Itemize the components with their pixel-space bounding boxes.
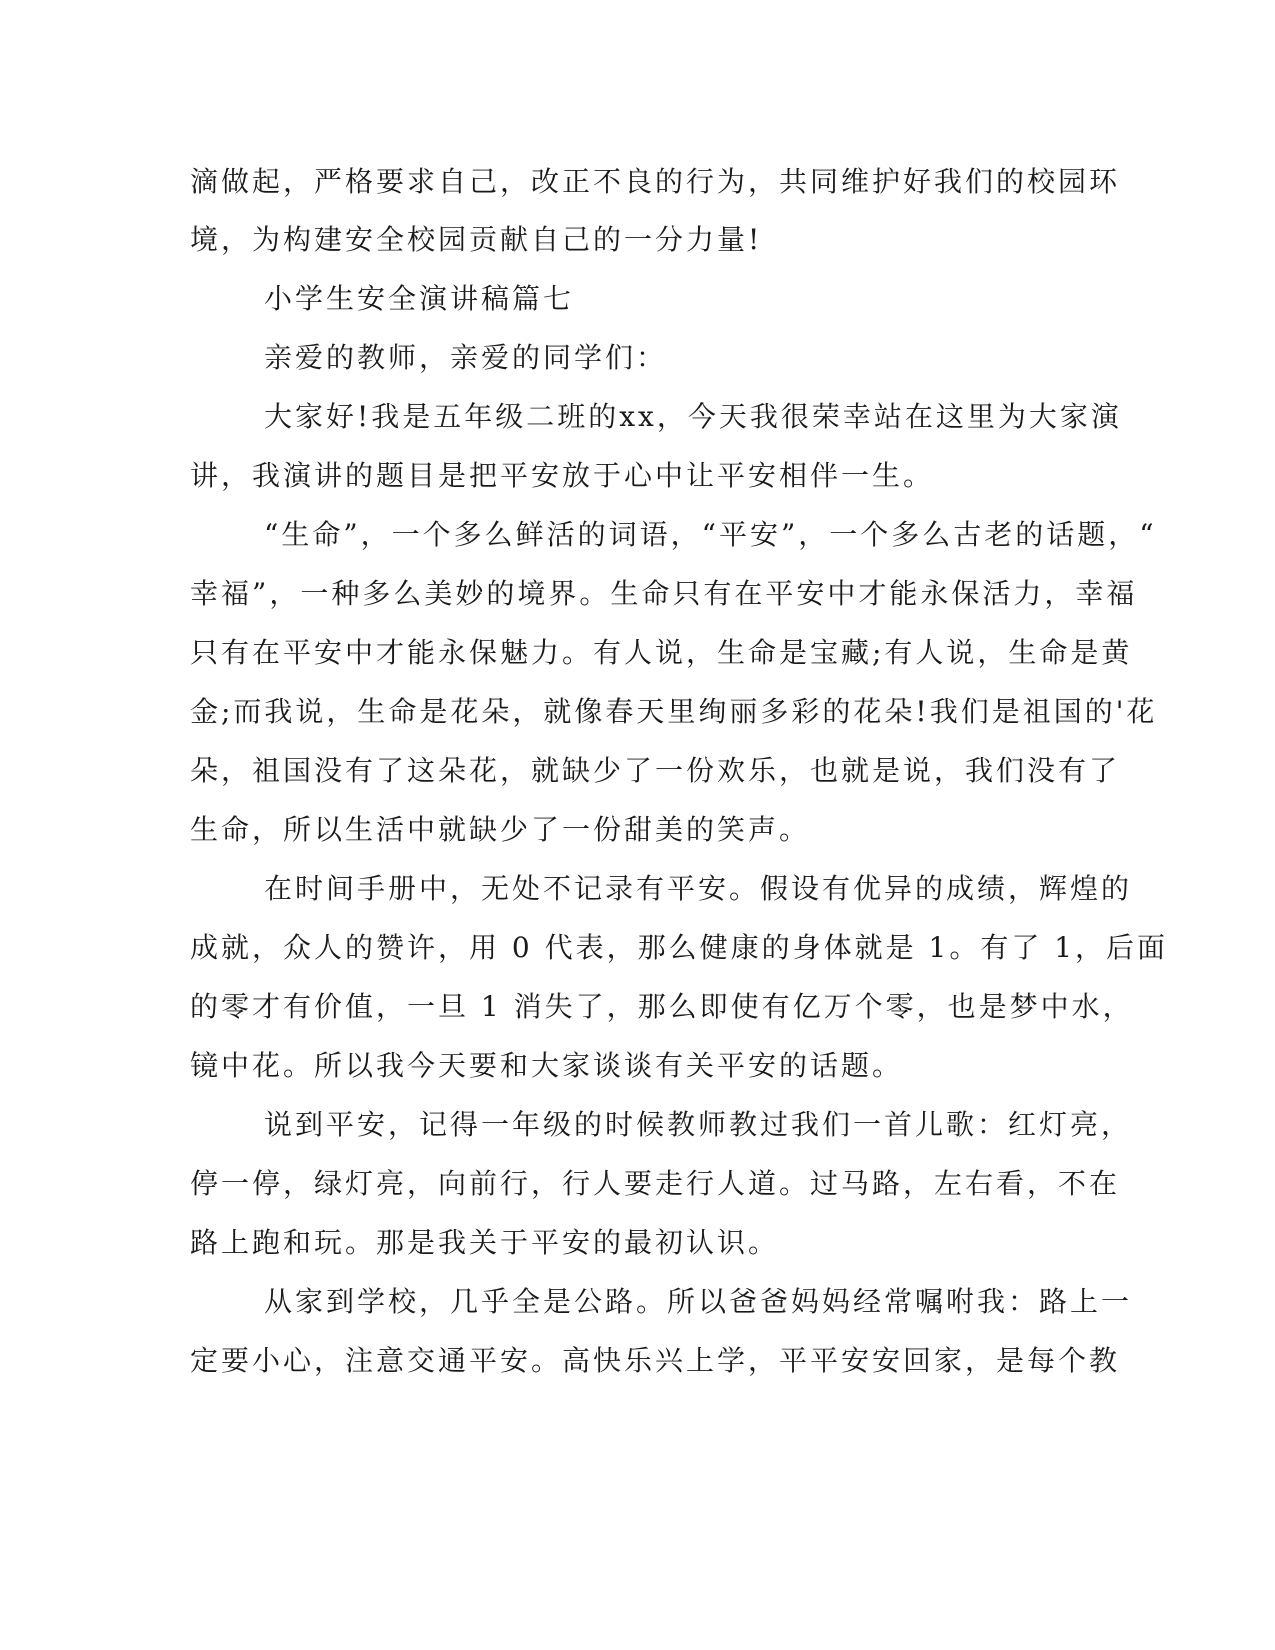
body-text-line: 说到平安，记得一年级的时候教师教过我们一首儿歌：红灯亮， (264, 1108, 1133, 1141)
body-text-line: “生命”，一个多么鲜活的词语，“平安”，一个多么古老的话题，“ (264, 518, 1157, 551)
body-text-line: 定要小心，注意交通平安。高快乐兴上学，平平安安回家，是每个教 (190, 1344, 1121, 1377)
body-text-line: 停一停，绿灯亮，向前行，行人要走行人道。过马路，左右看，不在 (190, 1167, 1121, 1200)
body-text-line: 境，为构建安全校园贡献自己的一分力量! (190, 223, 763, 256)
body-text-line: 滴做起，严格要求自己，改正不良的行为，共同维护好我们的校园环 (190, 165, 1121, 198)
body-text-line: 大家好!我是五年级二班的xx，今天我很荣幸站在这里为大家演 (264, 400, 1122, 433)
body-text-line: 只有在平安中才能永保魅力。有人说，生命是宝藏;有人说，生命是黄 (190, 636, 1133, 669)
body-text-line: 金;而我说，生命是花朵，就像春天里绚丽多彩的花朵!我们是祖国的'花 (190, 695, 1158, 728)
body-text-line: 的零才有价值，一旦 1 消失了，那么即使有亿万个零，也是梦中水， (190, 990, 1134, 1023)
salutation: 亲爱的教师，亲爱的同学们： (264, 341, 668, 374)
body-text-line: 朵，祖国没有了这朵花，就缺少了一份欢乐，也就是说，我们没有了 (190, 754, 1121, 787)
body-text-line: 讲，我演讲的题目是把平安放于心中让平安相伴一生。 (190, 459, 935, 492)
body-text-line: 镜中花。所以我今天要和大家谈谈有关平安的话题。 (190, 1049, 904, 1082)
body-text-line: 从家到学校，几乎全是公路。所以爸爸妈妈经常嘱咐我：路上一 (264, 1285, 1133, 1318)
body-text-line: 路上跑和玩。那是我关于平安的最初认识。 (190, 1226, 780, 1259)
body-text-line: 幸福”，一种多么美妙的境界。生命只有在平安中才能永保活力，幸福 (190, 577, 1138, 610)
body-text-line: 在时间手册中，无处不记录有平安。假设有优异的成绩，辉煌的 (264, 872, 1133, 905)
body-text-line: 生命，所以生活中就缺少了一份甜美的笑声。 (190, 813, 811, 846)
section-heading: 小学生安全演讲稿篇七 (264, 282, 575, 315)
body-text-line: 成就，众人的赞许，用 0 代表，那么健康的身体就是 1。有了 1，后面 (190, 931, 1169, 964)
